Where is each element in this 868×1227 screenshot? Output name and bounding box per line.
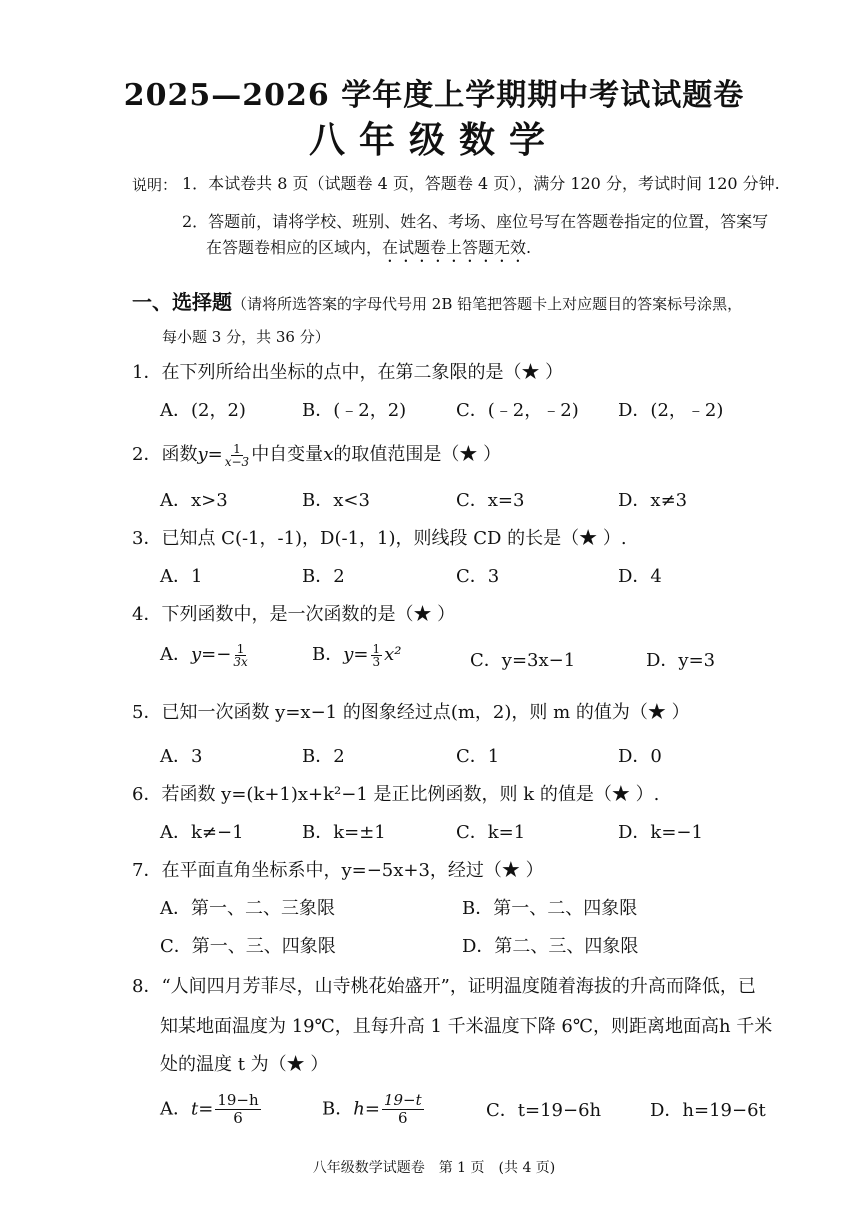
question-2-option-b: B．x<3	[302, 490, 370, 511]
question-4-stem: 4．下列函数中，是一次函数的是（★ ）	[132, 604, 456, 625]
option-label: A．	[160, 644, 191, 665]
expression: y=−	[191, 644, 232, 665]
question-8-option-b	[322, 1092, 426, 1127]
expression: h=	[353, 1098, 380, 1120]
question-3-option-a: A．1	[160, 566, 203, 587]
denominator: 6	[233, 1109, 243, 1127]
function-symbol: y=	[197, 444, 223, 465]
question-5-option-a: A．3	[160, 746, 203, 767]
question-4-option-b	[312, 640, 402, 668]
question-7-option-c: C．第一、三、四象限	[160, 936, 336, 957]
question-6-stem: 6．若函数 y=(k+1)x+k²−1 是正比例函数，则 k 的值是（★ ）.	[132, 784, 660, 805]
question-7-stem: 7．在平面直角坐标系中，y=−5x+3，经过（★ ）	[132, 860, 544, 881]
expression: y=	[343, 644, 369, 665]
question-6-option-a: A．k≠−1	[160, 822, 244, 843]
stem-text: 中自变量	[251, 444, 324, 465]
option-label: B．	[322, 1098, 354, 1120]
question-3-stem: 3．已知点 C(-1，-1)，D(-1，1)，则线段 CD 的长是（★ ）.	[132, 528, 627, 549]
question-6-option-d: D．k=−1	[618, 822, 703, 843]
question-5-option-b: B．2	[302, 746, 345, 767]
question-1-option-d: D．(2，﹣2)	[618, 400, 724, 421]
numerator: 19−h	[217, 1091, 259, 1109]
denominator: x−3	[224, 454, 250, 469]
section-title: 一、选择题	[132, 290, 232, 314]
expression: x²	[384, 644, 402, 665]
section-note: （请将所选答案的字母代号用 2B 铅笔把答题卡上对应题目的答案标号涂黑，	[232, 295, 743, 313]
section-note-line2: 每小题 3 分，共 36 分）	[162, 328, 330, 346]
fraction	[233, 643, 247, 668]
question-5-stem: 5．已知一次函数 y=x−1 的图象经过点(m，2)，则 m 的值为（★ ）	[132, 702, 690, 723]
question-3-option-b: B．2	[302, 566, 345, 587]
fraction	[225, 443, 249, 468]
question-2-option-a: A．x>3	[160, 490, 228, 511]
instruction-text: 在答题卷相应的区域内，	[206, 238, 383, 257]
instruction-item-2-line2	[206, 236, 531, 266]
question-6-option-c: C．k=1	[456, 822, 526, 843]
expression: t=	[191, 1098, 214, 1120]
exam-title: 2025—2026 学年度上学期期中考试试题卷	[123, 78, 745, 113]
fraction	[382, 1092, 424, 1127]
question-2-option-c: C．x=3	[456, 490, 525, 511]
question-5-option-c: C．1	[456, 746, 500, 767]
numerator: 19−t	[383, 1091, 422, 1109]
instruction-item-1: 1．本试卷共 8 页（试题卷 4 页，答题卷 4 页），满分 120 分，考试时间 120 分钟.	[182, 174, 780, 193]
exam-subtitle: 八年级数学	[308, 119, 559, 161]
section-heading	[132, 286, 742, 315]
question-4-option-d: D．y=3	[646, 650, 716, 671]
question-1-option-a: A．(2，2)	[160, 400, 246, 421]
question-5-option-d: D．0	[618, 746, 662, 767]
instruction-period: .	[526, 238, 532, 257]
instruction-item-2-line1: 2．答题前，请将学校、班别、姓名、考场、座位号写在答题卷指定的位置，答案写	[182, 212, 769, 231]
question-8-line3: 处的温度 t 为（★ ）	[160, 1054, 329, 1075]
option-label: A．	[160, 1098, 191, 1120]
question-6-option-b: B．k=±1	[302, 822, 386, 843]
question-8-line2: 知某地面温度为 19℃，且每升高 1 千米温度下降 6℃，则距离地面高h 千米	[160, 1016, 773, 1037]
stem-text: 2．函数	[132, 444, 198, 465]
page-footer: 八年级数学试题卷 第 1 页 (共 4 页)	[312, 1160, 556, 1176]
option-label: B．	[312, 644, 344, 665]
denominator: 3x	[233, 654, 248, 669]
question-3-option-c: C．3	[456, 566, 500, 587]
numerator: 1	[233, 441, 241, 456]
question-4-option-a	[160, 640, 250, 668]
question-7-option-d: D．第二、三、四象限	[462, 936, 639, 957]
stem-text: 的取值范围是（★ ）	[333, 444, 502, 465]
fraction	[371, 643, 383, 668]
denominator: 3	[372, 654, 381, 669]
question-3-option-d: D．4	[618, 566, 662, 587]
question-4-option-c: C．y=3x−1	[470, 650, 576, 671]
question-1-option-c: C．(﹣2，﹣2)	[456, 400, 579, 421]
fraction	[215, 1092, 260, 1127]
question-1-option-b: B．(﹣2，2)	[302, 400, 407, 421]
denominator: 6	[397, 1109, 408, 1127]
question-8-line1: 8．“人间四月芳菲尽，山寺桃花始盛开”，证明温度随着海拔的升高而降低，已	[132, 976, 756, 997]
instructions-label: 说明：	[132, 176, 178, 194]
numerator: 1	[372, 641, 381, 656]
question-2-stem	[132, 440, 501, 468]
question-1-stem: 1．在下列所给出坐标的点中，在第二象限的是（★ ）	[132, 362, 564, 383]
question-7-option-a: A．第一、二、三象限	[160, 898, 335, 919]
question-7-option-b: B．第一、二、四象限	[462, 898, 638, 919]
question-8-option-a	[160, 1092, 263, 1127]
emphasized-warning: 在试题卷上答题无效	[382, 238, 527, 257]
numerator: 1	[236, 641, 245, 656]
variable: x	[323, 444, 334, 465]
question-8-option-d: D．h=19−6t	[650, 1100, 766, 1121]
question-8-option-c: C．t=19−6h	[486, 1100, 602, 1121]
question-2-option-d: D．x≠3	[618, 490, 688, 511]
